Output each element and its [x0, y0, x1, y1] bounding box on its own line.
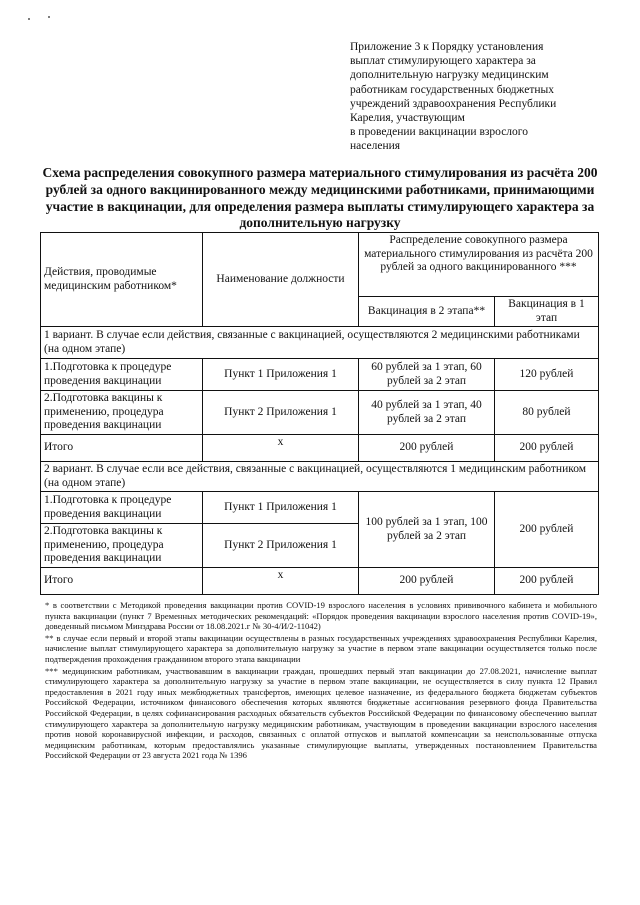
annex-line: Приложение 3 к Порядку установления [350, 41, 544, 53]
table-cell-position: Пункт 2 Приложения 1 [203, 524, 359, 568]
merged-stage1: 200 рублей [495, 492, 599, 568]
header-stage2: Вакцинация в 2 этапа** [359, 297, 495, 327]
annex-line: учреждений здравоохранения Республики [350, 97, 557, 110]
header-stage1: Вакцинация в 1 этап [495, 297, 599, 327]
footnote: * в соответствии с Методикой проведения вакцинации против COVID-19 взрослого населения в условиях прививочного кабинета и мобильного пункта вакцинации (пункт 7 Временных методических рекомендаций: «Порядок проведения вакцинации взрослого населения против COVID-19», доведенный письмом Минздрава России от 18.08.2021.г № 30-4/И/2-11042) [45, 600, 597, 632]
total-stage1: 200 рублей [495, 568, 599, 595]
annex-line: Карелия, участвующим [350, 112, 465, 125]
document-title: Схема распределения совокупного размера материального стимулирования из расчёта 200 рублей за одного вакцинированного между медицинскими работниками, принимающими участие в вакцинации, для определения размера выплаты стимулирующего характера за дополнительную нагрузку [42, 165, 598, 231]
table-cell-action: 1.Подготовка к процедуре проведения вакцинации [41, 492, 203, 524]
variant2-title: 2 вариант. В случае если все действия, связанные с вакцинацией, осуществляются 1 медицинским работником (на одном этапе) [41, 462, 599, 492]
total-position: x [203, 435, 359, 462]
table-cell-position: Пункт 1 Приложения 1 [203, 492, 359, 524]
total-label: Итого [41, 568, 203, 595]
table-cell-stage1: 80 рублей [495, 391, 599, 435]
table-cell-position: Пункт 1 Приложения 1 [203, 359, 359, 391]
footnote: ** в случае если первый и второй этапы вакцинации осуществлены в разных государственных учреждениях здравоохранения Республики Карелия, начисление выплат стимулирующего характера за дополнительную нагрузку за участие в первом этапе вакцинации осуществляется только после подтверждения прохождения гражданином второго этапа вакцинации [45, 632, 597, 664]
table-cell-action: 2.Подготовка вакцины к применению, процедура проведения вакцинации [41, 524, 203, 568]
table-cell-stage1: 120 рублей [495, 359, 599, 391]
table-cell-stage2: 40 рублей за 1 этап, 40 рублей за 2 этап [359, 391, 495, 435]
distribution-table [40, 232, 599, 595]
table-cell-position: Пункт 2 Приложения 1 [203, 391, 359, 435]
annex-line: выплат стимулирующего характера за [350, 55, 536, 68]
total-stage1: 200 рублей [495, 435, 599, 462]
variant1-title: 1 вариант. В случае если действия, связанные с вакцинацией, осуществляются 2 медицинскими работниками (на одном этапе) [41, 327, 599, 359]
annex-line: работникам государственных бюджетных [350, 83, 554, 96]
merged-stage2: 100 рублей за 1 этап, 100 рублей за 2 этап [359, 492, 495, 568]
total-label: Итого [41, 435, 203, 462]
annex-line: дополнительную нагрузку медицинским [350, 69, 549, 82]
scan-speck [28, 18, 30, 20]
total-stage2: 200 рублей [359, 435, 495, 462]
header-actions: Действия, проводимые медицинским работником* [41, 233, 203, 327]
annex-header [350, 40, 586, 154]
table-cell-action: 1.Подготовка к процедуре проведения вакцинации [41, 359, 203, 391]
scan-speck [48, 16, 50, 18]
table-cell-stage2: 60 рублей за 1 этап, 60 рублей за 2 этап [359, 359, 495, 391]
footnotes [45, 600, 597, 762]
annex-line: населения [350, 140, 401, 153]
header-distribution: Распределение совокупного размера материального стимулирования из расчёта 200 рублей за одного вакцинированного *** [359, 233, 599, 297]
total-position: x [203, 568, 359, 595]
table-cell-action: 2.Подготовка вакцины к применению, процедура проведения вакцинации [41, 391, 203, 435]
footnote: *** медицинским работникам, участвовавшим в вакцинации граждан, прошедших первый этап вакцинации до 27.08.2021, начисление выплат стимулирующего характера за дополнительную нагрузку за участие в первом этапе вакцинации, не осуществляется в силу пункта 12 Правил предоставления в 2021 году иных межбюджетных трансфертов, имеющих целевое назначение, из федерального бюджета бюджетам субъектов Российской Федерации, источником финансового обеспечения которых являются бюджетные ассигнования резервного фонда Правительства Российской Федерации, в целях софинансирования расходных обязательств субъектов Российской Федерации по финансовому обеспечению выплат стимулирующего характера за дополнительную нагрузку медицинским работникам, участвующим в проведении вакцинации взрослого населения против новой коронавирусной инфекции, и расходов, связанных с оплатой отпусков и выплатой компенсации за неиспользованные отпуска медицинским работникам, которым предоставлялись указанные стимулирующие выплаты, утвержденных постановлением Правительства Российской Федерации от 23 августа 2021 года № 1396 [45, 665, 597, 761]
header-position: Наименование должности [203, 233, 359, 327]
annex-line: в проведении вакцинации взрослого [350, 126, 528, 139]
total-stage2: 200 рублей [359, 568, 495, 595]
